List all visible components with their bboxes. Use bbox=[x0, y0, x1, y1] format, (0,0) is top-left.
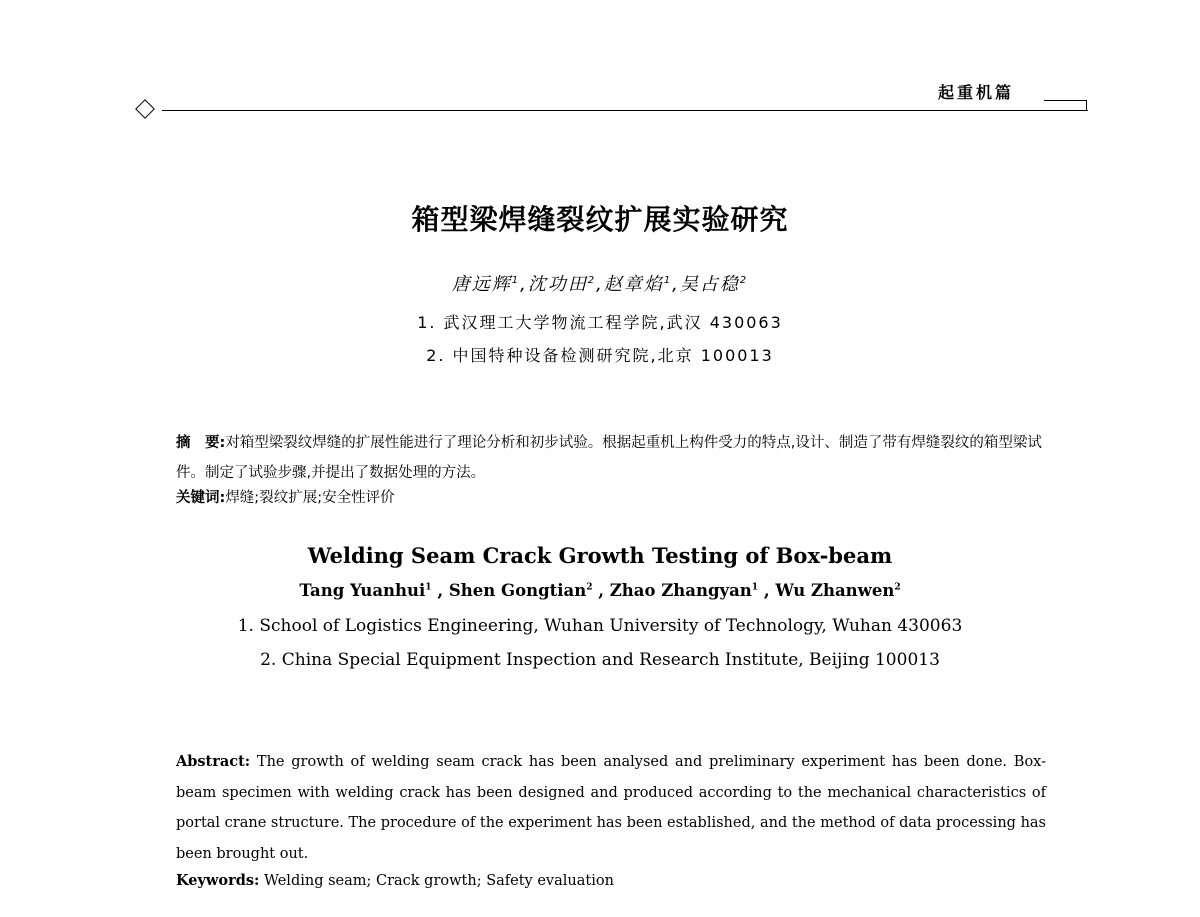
section-label: 起重机篇 bbox=[938, 83, 1015, 102]
author-sup: 1 bbox=[663, 275, 673, 286]
title-en: Welding Seam Crack Growth Testing of Box-beam bbox=[307, 543, 893, 568]
author-en: Tang Yuanhui bbox=[299, 581, 426, 600]
author-en: Wu Zhanwen bbox=[775, 581, 895, 600]
authors-zh: 唐远辉$^1$,沈功田$^2$,赵章焰$^1$,吴占稳$^2$ bbox=[451, 274, 749, 295]
affiliation-en-1: 1. School of Logistics Engineering, Wuhan University of Technology, Wuhan 430063 bbox=[237, 616, 963, 636]
author-sup: 2 bbox=[894, 581, 901, 593]
abstract-zh-label: 摘 要: bbox=[176, 435, 226, 451]
author-sup: 1 bbox=[751, 581, 759, 593]
author-zh: 沈功田 bbox=[527, 274, 588, 295]
affiliation-zh-1: 1. 武汉理工大学物流工程学院,武汉 430063 bbox=[417, 313, 783, 332]
author-en: Shen Gongtian bbox=[448, 581, 587, 600]
keywords-en bbox=[176, 872, 614, 889]
abstract-en-text: The growth of welding seam crack has been analysed and preliminary experiment has been done. Box-beam specimen with welding crack has been designed and produced according to the mechanical characteristics of portal crane structure. The procedure of the experiment has been established, and the method of data processing has been brought out. bbox=[176, 754, 1046, 862]
author-en: Zhao Zhangyan bbox=[609, 581, 752, 600]
keywords-zh-text: 焊缝;裂纹扩展;安全性评价 bbox=[225, 490, 395, 506]
author-zh: 唐远辉 bbox=[451, 274, 512, 295]
abstract-zh bbox=[176, 428, 1046, 488]
abstract-en-label: Abstract: bbox=[176, 753, 251, 770]
keywords-en-text: Welding seam; Crack growth; Safety evaluation bbox=[264, 873, 614, 889]
affiliation-zh-2: 2. 中国特种设备检测研究院,北京 100013 bbox=[426, 346, 774, 365]
abstract-zh-text: 对箱型梁裂纹焊缝的扩展性能进行了理论分析和初步试验。根据起重机上构件受力的特点,设计、制造了带有焊缝裂纹的箱型梁试件。制定了试验步骤,并提出了数据处理的方法。 bbox=[176, 435, 1042, 481]
affiliation-en-2: 2. China Special Equipment Inspection and Research Institute, Beijing 100013 bbox=[260, 650, 940, 670]
author-sup: 2 bbox=[587, 275, 597, 286]
diamond-ornament-icon bbox=[135, 99, 155, 119]
title-zh: 箱型梁焊缝裂纹扩展实验研究 bbox=[411, 203, 789, 236]
author-sup: 2 bbox=[739, 275, 749, 286]
author-sup: 1 bbox=[511, 275, 521, 286]
author-zh: 赵章焰 bbox=[603, 274, 664, 295]
author-sup: 1 bbox=[425, 581, 432, 593]
header-rule bbox=[162, 110, 1088, 111]
abstract-en bbox=[176, 747, 1046, 869]
keywords-en-label: Keywords: bbox=[176, 872, 260, 889]
author-sup: 2 bbox=[586, 581, 593, 593]
keywords-zh bbox=[176, 486, 395, 507]
authors-en: Tang Yuanhui$^1$ , Shen Gongtian$^2$ , Zhao Zhangyan$^1$ , Wu Zhanwen$^2$ bbox=[299, 581, 901, 600]
keywords-zh-label: 关键词: bbox=[176, 490, 226, 506]
header-tab-mark bbox=[1044, 100, 1087, 111]
author-zh: 吴占稳 bbox=[679, 274, 740, 295]
